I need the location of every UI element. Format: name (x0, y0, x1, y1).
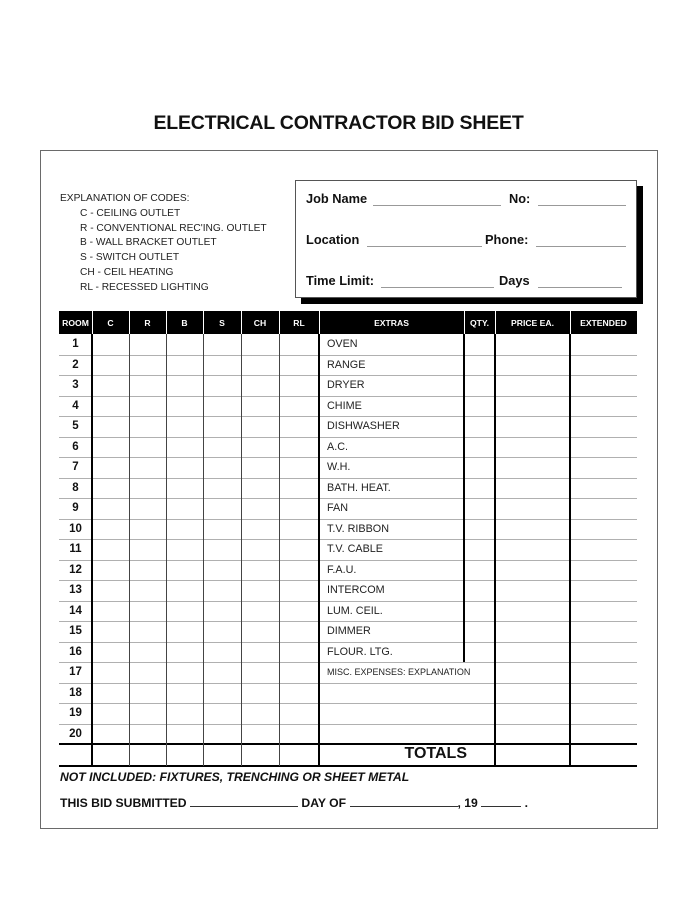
location-label: Location (306, 232, 360, 247)
cell-ch[interactable] (241, 478, 279, 499)
cell-extended[interactable] (570, 478, 637, 499)
extra-item-label: LUM. CEIL. (327, 604, 383, 617)
cell-qty[interactable] (464, 437, 495, 458)
cell-s[interactable] (203, 539, 241, 560)
cell-price-each[interactable] (495, 396, 570, 417)
cell-r[interactable] (129, 560, 166, 581)
cell-b[interactable] (166, 601, 203, 622)
cell-s[interactable] (203, 703, 241, 724)
cell-qty[interactable] (464, 416, 495, 437)
cell-rl[interactable] (279, 416, 319, 437)
cell-rl[interactable] (279, 560, 319, 581)
cell-s[interactable] (203, 437, 241, 458)
cell-extended[interactable] (570, 642, 637, 663)
cell-s[interactable] (203, 498, 241, 519)
cell-r[interactable] (129, 355, 166, 376)
cell-ch[interactable] (241, 519, 279, 540)
cell-s[interactable] (203, 334, 241, 355)
cell-rl[interactable] (279, 601, 319, 622)
room-number: 14 (69, 604, 82, 617)
cell-extended[interactable] (570, 683, 637, 704)
room-number: 17 (69, 666, 82, 678)
period: . (524, 796, 529, 810)
cell-price-each[interactable] (495, 580, 570, 601)
job-info-box (295, 180, 637, 298)
cell-price-each[interactable] (495, 601, 570, 622)
submitted-day-field[interactable] (190, 795, 298, 807)
cell-ch[interactable] (241, 703, 279, 724)
cell-ch[interactable] (241, 498, 279, 519)
cell-c[interactable] (92, 519, 129, 540)
extra-item-label: DISHWASHER (327, 420, 400, 432)
cell-s[interactable] (203, 724, 241, 745)
cell-ch[interactable] (241, 416, 279, 437)
cell-ch[interactable] (241, 683, 279, 704)
cell-r[interactable] (129, 396, 166, 417)
cell-ch[interactable] (241, 437, 279, 458)
cell-qty[interactable] (464, 396, 495, 417)
cell-price-each[interactable] (495, 703, 570, 724)
header-s: S (203, 311, 241, 334)
cell-extended[interactable] (570, 457, 637, 478)
no-label: No: (509, 191, 531, 206)
room-number: 10 (69, 522, 82, 535)
room-number: 18 (69, 686, 82, 699)
cell-c[interactable] (92, 334, 129, 355)
days-field[interactable] (538, 287, 622, 288)
cell-rl[interactable] (279, 621, 319, 642)
room-number: 7 (72, 461, 79, 473)
cell-c[interactable] (92, 621, 129, 642)
cell-price-each[interactable] (495, 560, 570, 581)
cell-c[interactable] (92, 642, 129, 663)
header-c: C (92, 311, 129, 334)
codes-heading: EXPLANATION OF CODES: (60, 193, 190, 204)
extra-item-label: DRYER (327, 379, 365, 391)
cell-price-each[interactable] (495, 539, 570, 560)
cell-r[interactable] (129, 375, 166, 396)
extra-item-label: RANGE (327, 358, 366, 371)
submitted-label: THIS BID SUBMITTED (60, 796, 187, 810)
cell-qty[interactable] (464, 580, 495, 601)
cell-r[interactable] (129, 703, 166, 724)
bid-submitted-line (60, 795, 528, 810)
job-name-row (306, 191, 626, 209)
header-divider (570, 311, 571, 334)
header-divider (279, 311, 280, 334)
extra-item-label: DIMMER (327, 625, 371, 637)
cell-extended[interactable] (570, 580, 637, 601)
extra-item-label: F.A.U. (327, 563, 357, 576)
cell-c[interactable] (92, 662, 129, 683)
cell-price-each[interactable] (495, 724, 570, 745)
time-limit-field[interactable] (381, 287, 494, 288)
cell-qty[interactable] (464, 375, 495, 396)
cell-s[interactable] (203, 355, 241, 376)
cell-qty[interactable] (464, 519, 495, 540)
cell-price-each[interactable] (495, 355, 570, 376)
cell-c[interactable] (92, 580, 129, 601)
cell-qty[interactable] (464, 621, 495, 642)
no-field[interactable] (538, 205, 626, 206)
cell-r[interactable] (129, 437, 166, 458)
cell-extended[interactable] (570, 621, 637, 642)
cell-extended[interactable] (570, 334, 637, 355)
code-item: RL - RECESSED LIGHTING (80, 281, 209, 293)
codes-legend (60, 192, 267, 296)
cell-price-each[interactable] (495, 498, 570, 519)
cell-c[interactable] (92, 355, 129, 376)
cell-b[interactable] (166, 560, 203, 581)
cell-extended[interactable] (570, 416, 637, 437)
cell-qty[interactable] (464, 539, 495, 560)
header-divider (129, 311, 130, 334)
extra-item-label: A.C. (327, 440, 348, 453)
cell-r[interactable] (129, 334, 166, 355)
cell-rl[interactable] (279, 539, 319, 560)
header-b: B (166, 311, 203, 334)
cell-s[interactable] (203, 560, 241, 581)
cell-b[interactable] (166, 498, 203, 519)
job-name-field[interactable] (373, 205, 501, 206)
cell-ch[interactable] (241, 457, 279, 478)
cell-ch[interactable] (241, 580, 279, 601)
cell-ch[interactable] (241, 601, 279, 622)
cell-b[interactable] (166, 662, 203, 683)
cell-rl[interactable] (279, 498, 319, 519)
header-divider (92, 311, 93, 334)
days-label: Days (499, 273, 530, 288)
room-number: 15 (69, 625, 82, 637)
cell-extended[interactable] (570, 498, 637, 519)
cell-r[interactable] (129, 683, 166, 704)
header-divider (241, 311, 242, 334)
cell-price-each[interactable] (495, 437, 570, 458)
cell-ch[interactable] (241, 642, 279, 663)
cell-ch[interactable] (241, 355, 279, 376)
code-item: C - CEILING OUTLET (80, 207, 181, 219)
cell-c[interactable] (92, 539, 129, 560)
cell-s[interactable] (203, 478, 241, 499)
header-divider (464, 311, 465, 334)
cell-qty[interactable] (464, 642, 495, 663)
extra-item-label: CHIME (327, 399, 362, 412)
cell-c[interactable] (92, 560, 129, 581)
page-title: ELECTRICAL CONTRACTOR BID SHEET (153, 112, 524, 134)
room-number: 1 (72, 338, 79, 350)
cell-c[interactable] (92, 396, 129, 417)
extra-item-label: W.H. (327, 461, 351, 473)
cell-rl[interactable] (279, 703, 319, 724)
cell-s[interactable] (203, 457, 241, 478)
cell-qty[interactable] (464, 560, 495, 581)
totals-bottom-rule (59, 765, 637, 767)
cell-s[interactable] (203, 519, 241, 540)
header-divider (319, 311, 320, 334)
room-number: 19 (69, 707, 82, 719)
cell-qty[interactable] (464, 478, 495, 499)
cell-extended[interactable] (570, 396, 637, 417)
cell-ch[interactable] (241, 396, 279, 417)
cell-price-each[interactable] (495, 375, 570, 396)
cell-rl[interactable] (279, 457, 319, 478)
cell-r[interactable] (129, 621, 166, 642)
cell-c[interactable] (92, 498, 129, 519)
location-field[interactable] (367, 246, 482, 247)
cell-price-each[interactable] (495, 457, 570, 478)
cell-s[interactable] (203, 580, 241, 601)
cell-b[interactable] (166, 580, 203, 601)
cell-price-each[interactable] (495, 621, 570, 642)
cell-price-each[interactable] (495, 519, 570, 540)
cell-rl[interactable] (279, 642, 319, 663)
cell-rl[interactable] (279, 355, 319, 376)
cell-ch[interactable] (241, 724, 279, 745)
extra-item-label: BATH. HEAT. (327, 481, 391, 494)
cell-extended[interactable] (570, 355, 637, 376)
cell-ch[interactable] (241, 539, 279, 560)
cell-b[interactable] (166, 703, 203, 724)
header-divider (495, 311, 496, 334)
cell-price-each[interactable] (495, 478, 570, 499)
cell-b[interactable] (166, 437, 203, 458)
extra-item-label: INTERCOM (327, 584, 385, 596)
cell-c[interactable] (92, 724, 129, 745)
code-item: S - SWITCH OUTLET (80, 252, 180, 264)
submitted-month-field[interactable] (350, 795, 458, 807)
cell-extended[interactable] (570, 601, 637, 622)
cell-qty[interactable] (464, 498, 495, 519)
cell-extended[interactable] (570, 437, 637, 458)
cell-extended[interactable] (570, 539, 637, 560)
cell-extended[interactable] (570, 375, 637, 396)
cell-r[interactable] (129, 724, 166, 745)
cell-c[interactable] (92, 478, 129, 499)
cell-b[interactable] (166, 724, 203, 745)
extra-item-label: T.V. RIBBON (327, 522, 390, 535)
cell-s[interactable] (203, 683, 241, 704)
cell-c[interactable] (92, 683, 129, 704)
cell-price-each[interactable] (495, 642, 570, 663)
cell-b[interactable] (166, 519, 203, 540)
cell-s[interactable] (203, 662, 241, 683)
room-number: 3 (72, 379, 79, 391)
cell-qty[interactable] (464, 601, 495, 622)
extra-item-label: FAN (327, 502, 348, 514)
cell-extended[interactable] (570, 560, 637, 581)
code-item: B - WALL BRACKET OUTLET (80, 237, 217, 249)
room-number: 5 (72, 420, 79, 432)
cell-extended[interactable] (570, 662, 637, 683)
cell-rl[interactable] (279, 437, 319, 458)
year-prefix-label: , 19 (457, 796, 478, 810)
cell-price-each[interactable] (495, 662, 570, 683)
cell-c[interactable] (92, 601, 129, 622)
phone-label: Phone: (485, 232, 529, 247)
header-ch: CH (241, 311, 279, 334)
header-divider (203, 311, 204, 334)
cell-r[interactable] (129, 478, 166, 499)
cell-r[interactable] (129, 539, 166, 560)
cell-r[interactable] (129, 519, 166, 540)
cell-ch[interactable] (241, 375, 279, 396)
cell-c[interactable] (92, 375, 129, 396)
cell-c[interactable] (92, 416, 129, 437)
cell-qty[interactable] (464, 334, 495, 355)
cell-r[interactable] (129, 580, 166, 601)
time-limit-row (306, 273, 626, 291)
cell-rl[interactable] (279, 662, 319, 683)
cell-ch[interactable] (241, 560, 279, 581)
cell-c[interactable] (92, 457, 129, 478)
room-number: 12 (69, 563, 82, 576)
header-qty: QTY. (464, 311, 495, 334)
cell-price-each[interactable] (495, 683, 570, 704)
room-number: 8 (72, 481, 79, 494)
phone-field[interactable] (536, 246, 626, 247)
cell-b[interactable] (166, 478, 203, 499)
cell-b[interactable] (166, 457, 203, 478)
cell-r[interactable] (129, 662, 166, 683)
cell-b[interactable] (166, 683, 203, 704)
room-number: 9 (72, 502, 79, 514)
cell-rl[interactable] (279, 478, 319, 499)
cell-extended[interactable] (570, 724, 637, 745)
day-of-label: DAY OF (301, 796, 347, 810)
submitted-year-field[interactable] (481, 795, 521, 807)
header-room: ROOM (59, 311, 92, 334)
cell-rl[interactable] (279, 519, 319, 540)
code-item: R - CONVENTIONAL REC'ING. OUTLET (80, 222, 267, 234)
cell-s[interactable] (203, 642, 241, 663)
time-limit-label: Time Limit: (306, 273, 375, 288)
job-name-label: Job Name (306, 191, 368, 206)
cell-s[interactable] (203, 396, 241, 417)
header-divider (166, 311, 167, 334)
cell-r[interactable] (129, 642, 166, 663)
cell-b[interactable] (166, 621, 203, 642)
room-number: 20 (69, 727, 82, 740)
code-item: CH - CEIL HEATING (80, 266, 174, 278)
cell-c[interactable] (92, 437, 129, 458)
room-number: 16 (69, 645, 82, 658)
cell-rl[interactable] (279, 375, 319, 396)
cell-qty[interactable] (464, 355, 495, 376)
extra-item-label: OVEN (327, 338, 358, 350)
cell-rl[interactable] (279, 683, 319, 704)
not-included-note: NOT INCLUDED: FIXTURES, TRENCHING OR SHEET METAL (60, 770, 410, 784)
cell-rl[interactable] (279, 724, 319, 745)
cell-b[interactable] (166, 396, 203, 417)
cell-b[interactable] (166, 334, 203, 355)
cell-s[interactable] (203, 601, 241, 622)
cell-b[interactable] (166, 642, 203, 663)
cell-rl[interactable] (279, 580, 319, 601)
cell-qty[interactable] (464, 457, 495, 478)
totals-label: TOTALS (404, 745, 467, 762)
cell-s[interactable] (203, 621, 241, 642)
cell-s[interactable] (203, 375, 241, 396)
cell-extended[interactable] (570, 703, 637, 724)
room-number: 4 (72, 399, 79, 412)
extra-item-label: MISC. EXPENSES: EXPLANATION (327, 667, 471, 677)
header-extended: EXTENDED (570, 311, 637, 334)
cell-price-each[interactable] (495, 416, 570, 437)
header-extras: EXTRAS (319, 311, 464, 334)
cell-c[interactable] (92, 703, 129, 724)
room-number: 6 (72, 440, 79, 453)
cell-rl[interactable] (279, 396, 319, 417)
cell-b[interactable] (166, 539, 203, 560)
header-rl: RL (279, 311, 319, 334)
cell-price-each[interactable] (495, 334, 570, 355)
cell-r[interactable] (129, 457, 166, 478)
cell-rl[interactable] (279, 334, 319, 355)
cell-r[interactable] (129, 601, 166, 622)
room-number: 11 (69, 543, 82, 555)
room-number: 2 (72, 358, 79, 371)
cell-extended[interactable] (570, 519, 637, 540)
cell-b[interactable] (166, 375, 203, 396)
location-row (306, 232, 626, 250)
room-number: 13 (69, 584, 82, 596)
header-r: R (129, 311, 166, 334)
cell-ch[interactable] (241, 621, 279, 642)
cell-b[interactable] (166, 416, 203, 437)
cell-ch[interactable] (241, 662, 279, 683)
extra-item-label: FLOUR. LTG. (327, 645, 393, 658)
extra-item-label: T.V. CABLE (327, 543, 384, 555)
header-price-each: PRICE EA. (495, 311, 570, 334)
cell-b[interactable] (166, 355, 203, 376)
cell-ch[interactable] (241, 334, 279, 355)
cell-r[interactable] (129, 416, 166, 437)
cell-r[interactable] (129, 498, 166, 519)
cell-s[interactable] (203, 416, 241, 437)
